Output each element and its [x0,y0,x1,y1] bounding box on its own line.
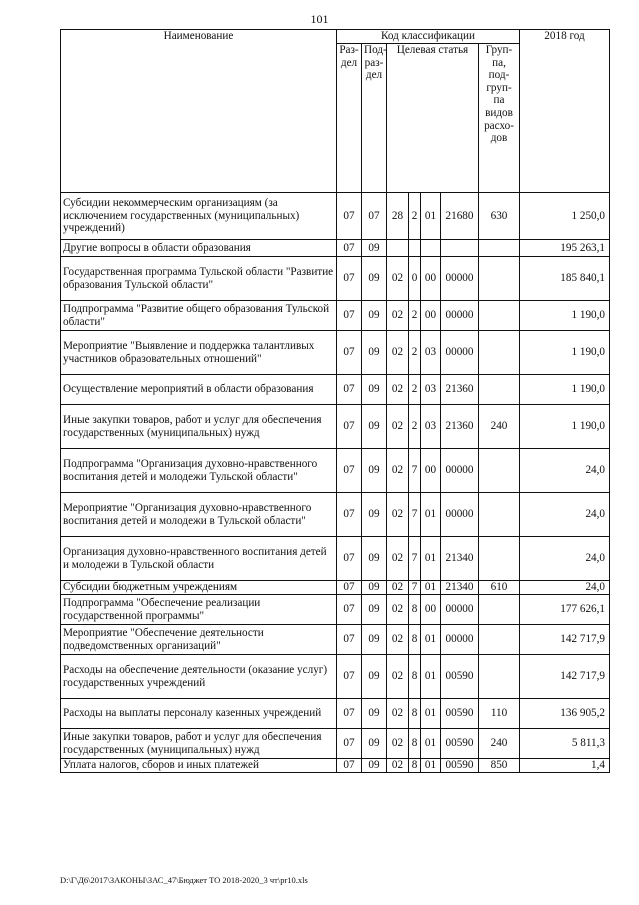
cell-direction: 00590 [441,729,479,759]
cell-podrazdel: 09 [362,759,387,773]
table-row [61,405,610,449]
cell-event: 00 [421,301,441,331]
cell-sum-2018: 195 263,1 [520,240,610,257]
cell-expense-type [479,655,520,699]
cell-event: 03 [421,405,441,449]
cell-direction [441,240,479,257]
cell-subprogram: 0 [409,257,421,301]
cell-razdel: 07 [337,595,362,625]
cell-name: Подпрограмма "Развитие общего образования Тульской области" [61,301,337,331]
cell-event: 01 [421,699,441,729]
budget-table [60,29,610,773]
cell-program: 02 [387,581,409,595]
cell-direction: 00000 [441,331,479,375]
page-number: 101 [310,12,329,26]
cell-expense-type [479,257,520,301]
cell-event: 03 [421,375,441,405]
cell-expense-type [479,537,520,581]
cell-razdel: 07 [337,729,362,759]
cell-expense-type: 240 [479,729,520,759]
cell-name: Подпрограмма "Организация духовно-нравственного воспитания детей и молодежи Тульской области" [61,449,337,493]
cell-expense-type [479,493,520,537]
cell-expense-type: 630 [479,193,520,240]
cell-program: 02 [387,759,409,773]
cell-direction: 00590 [441,655,479,699]
table-header [61,30,610,193]
cell-razdel: 07 [337,405,362,449]
cell-expense-type: 610 [479,581,520,595]
cell-podrazdel: 09 [362,729,387,759]
cell-sum-2018: 24,0 [520,537,610,581]
table-row [61,655,610,699]
cell-name: Другие вопросы в области образования [61,240,337,257]
cell-name: Организация духовно-нравственного воспитания детей и молодежи в Тульской области [61,537,337,581]
cell-sum-2018: 24,0 [520,581,610,595]
cell-sum-2018: 177 626,1 [520,595,610,625]
cell-sum-2018: 24,0 [520,493,610,537]
header-podrazdel: Под-раз-дел [362,44,387,193]
cell-program: 02 [387,537,409,581]
cell-direction: 00000 [441,625,479,655]
cell-name: Подпрограмма "Обеспечение реализации государственной программы" [61,595,337,625]
cell-direction: 00000 [441,257,479,301]
cell-razdel: 07 [337,449,362,493]
footer-file-path: D:\Г\Д6\2017\ЗАКОНЫ\ЗАС_47\Бюджет ТО 2018-2020_3 чт\pr10.xls [60,875,308,885]
cell-direction: 00590 [441,759,479,773]
cell-subprogram: 2 [409,375,421,405]
table-row [61,625,610,655]
cell-program: 02 [387,493,409,537]
table-row [61,449,610,493]
cell-direction: 00000 [441,595,479,625]
cell-name: Мероприятие "Выявление и поддержка талантливых участников образовательных отношений" [61,331,337,375]
cell-subprogram: 2 [409,331,421,375]
table-row [61,331,610,375]
cell-razdel: 07 [337,537,362,581]
cell-program: 02 [387,625,409,655]
cell-direction: 21360 [441,405,479,449]
header-name: Наименование [61,30,337,193]
cell-subprogram [409,240,421,257]
cell-name: Мероприятие "Организация духовно-нравственного воспитания детей и молодежи в Тульской области" [61,493,337,537]
cell-sum-2018: 142 717,9 [520,655,610,699]
cell-name: Субсидии бюджетным учреждениям [61,581,337,595]
header-tselevaya-statya: Целевая статья [387,44,479,193]
table-row [61,759,610,773]
cell-name: Расходы на выплаты персоналу казенных учреждений [61,699,337,729]
cell-sum-2018: 136 905,2 [520,699,610,729]
cell-podrazdel: 09 [362,449,387,493]
table-row [61,493,610,537]
header-year: 2018 год [520,30,610,193]
cell-podrazdel: 09 [362,493,387,537]
cell-direction: 00000 [441,493,479,537]
cell-name: Осуществление мероприятий в области образования [61,375,337,405]
cell-program: 02 [387,729,409,759]
cell-expense-type [479,595,520,625]
cell-expense-type [479,301,520,331]
cell-sum-2018: 1 190,0 [520,301,610,331]
cell-direction: 21360 [441,375,479,405]
cell-direction: 00590 [441,699,479,729]
cell-program: 02 [387,331,409,375]
cell-expense-type: 110 [479,699,520,729]
cell-name: Субсидии некоммерческим организациям (за исключением государственных (муниципальных) учреждений) [61,193,337,240]
cell-program: 28 [387,193,409,240]
cell-expense-type: 850 [479,759,520,773]
cell-event: 01 [421,729,441,759]
cell-event: 01 [421,655,441,699]
cell-sum-2018: 1,4 [520,759,610,773]
cell-razdel: 07 [337,581,362,595]
cell-sum-2018: 5 811,3 [520,729,610,759]
cell-podrazdel: 09 [362,699,387,729]
cell-subprogram: 8 [409,729,421,759]
cell-subprogram: 8 [409,655,421,699]
table-row [61,375,610,405]
cell-razdel: 07 [337,493,362,537]
cell-podrazdel: 09 [362,331,387,375]
cell-sum-2018: 1 190,0 [520,405,610,449]
cell-event: 01 [421,193,441,240]
cell-program: 02 [387,257,409,301]
cell-subprogram: 2 [409,405,421,449]
cell-podrazdel: 09 [362,375,387,405]
cell-event: 00 [421,449,441,493]
cell-podrazdel: 07 [362,193,387,240]
cell-program [387,240,409,257]
cell-razdel: 07 [337,655,362,699]
cell-program: 02 [387,655,409,699]
cell-podrazdel: 09 [362,595,387,625]
cell-podrazdel: 09 [362,655,387,699]
cell-podrazdel: 09 [362,301,387,331]
cell-razdel: 07 [337,257,362,301]
cell-name: Расходы на обеспечение деятельности (оказание услуг) государственных учреждений [61,655,337,699]
cell-subprogram: 2 [409,193,421,240]
table-row [61,729,610,759]
cell-program: 02 [387,699,409,729]
header-code: Код классификации [337,30,520,44]
table-row [61,240,610,257]
cell-expense-type [479,331,520,375]
cell-direction: 00000 [441,301,479,331]
cell-razdel: 07 [337,301,362,331]
cell-direction: 21340 [441,581,479,595]
cell-expense-type [479,375,520,405]
cell-event: 01 [421,493,441,537]
cell-subprogram: 7 [409,493,421,537]
table-row [61,193,610,240]
cell-subprogram: 8 [409,625,421,655]
cell-razdel: 07 [337,193,362,240]
cell-sum-2018: 142 717,9 [520,625,610,655]
cell-expense-type: 240 [479,405,520,449]
cell-razdel: 07 [337,625,362,655]
cell-direction: 21680 [441,193,479,240]
cell-expense-type [479,625,520,655]
cell-expense-type [479,240,520,257]
cell-razdel: 07 [337,331,362,375]
cell-podrazdel: 09 [362,581,387,595]
cell-podrazdel: 09 [362,537,387,581]
cell-event: 00 [421,595,441,625]
table-row [61,301,610,331]
cell-podrazdel: 09 [362,625,387,655]
cell-sum-2018: 1 190,0 [520,375,610,405]
cell-subprogram: 7 [409,537,421,581]
table-row [61,595,610,625]
cell-expense-type [479,449,520,493]
cell-program: 02 [387,301,409,331]
cell-name: Уплата налогов, сборов и иных платежей [61,759,337,773]
table-row [61,581,610,595]
header-gruppa: Груп-па, под-груп-па видов расхо-дов [479,44,520,193]
cell-event: 03 [421,331,441,375]
table-row [61,257,610,301]
cell-direction: 21340 [441,537,479,581]
cell-program: 02 [387,449,409,493]
cell-razdel: 07 [337,240,362,257]
cell-sum-2018: 24,0 [520,449,610,493]
cell-razdel: 07 [337,375,362,405]
cell-program: 02 [387,375,409,405]
cell-name: Мероприятие "Обеспечение деятельности подведомственных организаций" [61,625,337,655]
cell-event: 00 [421,257,441,301]
cell-subprogram: 7 [409,581,421,595]
cell-sum-2018: 1 190,0 [520,331,610,375]
header-razdel: Раз-дел [337,44,362,193]
table-row [61,699,610,729]
cell-name: Иные закупки товаров, работ и услуг для обеспечения государственных (муниципальных) нужд [61,405,337,449]
cell-sum-2018: 185 840,1 [520,257,610,301]
cell-razdel: 07 [337,759,362,773]
cell-direction: 00000 [441,449,479,493]
cell-subprogram: 8 [409,699,421,729]
cell-event: 01 [421,625,441,655]
cell-subprogram: 7 [409,449,421,493]
table-row [61,537,610,581]
cell-program: 02 [387,595,409,625]
cell-name: Государственная программа Тульской области "Развитие образования Тульской области" [61,257,337,301]
cell-sum-2018: 1 250,0 [520,193,610,240]
cell-event: 01 [421,759,441,773]
cell-subprogram: 8 [409,759,421,773]
cell-program: 02 [387,405,409,449]
cell-event: 01 [421,537,441,581]
cell-podrazdel: 09 [362,405,387,449]
cell-podrazdel: 09 [362,240,387,257]
cell-event [421,240,441,257]
table-body [61,193,610,773]
cell-event: 01 [421,581,441,595]
cell-subprogram: 2 [409,301,421,331]
cell-razdel: 07 [337,699,362,729]
cell-subprogram: 8 [409,595,421,625]
cell-podrazdel: 09 [362,257,387,301]
cell-name: Иные закупки товаров, работ и услуг для обеспечения государственных (муниципальных) нужд [61,729,337,759]
